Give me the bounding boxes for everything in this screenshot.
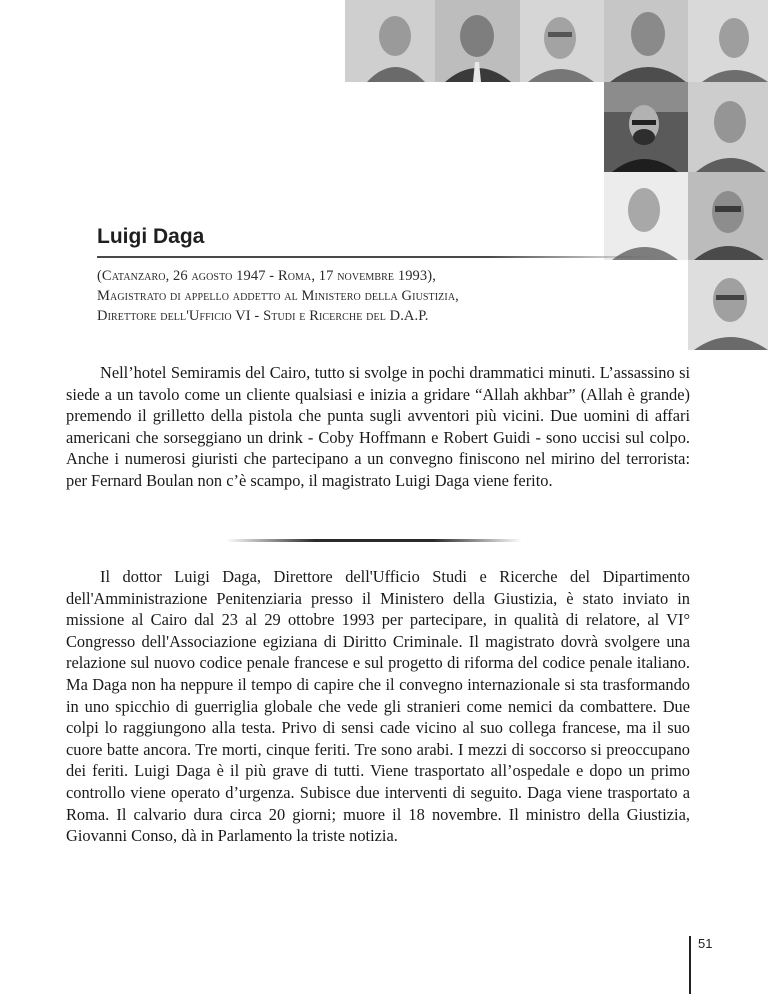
- article-header: [97, 225, 637, 249]
- portrait-man-suit-icon: [604, 0, 688, 82]
- paragraph-main: Il dottor Luigi Daga, Direttore dell'Ufficio Studi e Ricerche del Dipartimento dell'Amministrazione Penitenziaria presso il Ministero della Giustizia, è stato inviato in missione al Cairo dal 23 al 29 ottobre 1993 per partecipare, in qualità di relatore, al VI° Congresso dell'Associazione egiziana di Diritto Criminale. Il magistrato dovrà svolgere una relazione sul nuovo codice penale francese e sul progetto di riforma del codice penale italiano. Ma Daga non ha neppure il tempo di capire che il convegno internazionale si sta trasformando in uno spicchio di guerriglia globale che vede gli stranieri come nemici da combattere. Due colpi lo raggiungono alla testa. Privo di sensi cade vicino al suo collega francese, ma il suo cuore batte ancora. Tre morti, cinque feriti. Tre sono arabi. I mezzi di soccorso si preoccupano dei feriti. Luigi Daga è il più grave di tutti. Viene trasportato all’ospedale e dopo un primo controllo viene operato d’urgenza. Subisce due interventi di seguito. Daga viene trasportato a Roma. Il calvario dura circa 20 giorni; muore il 18 novembre. Il ministro della Giustizia, Giovanni Conso, dà in Parlamento la triste notizia.: [66, 567, 690, 846]
- portrait-bald-man-icon: [345, 0, 435, 82]
- page-number-rule: [689, 936, 691, 994]
- subtitle-line: Direttore dell'Ufficio VI - Studi e Ricerche del D.A.P.: [97, 308, 429, 324]
- title-underline: [97, 256, 657, 258]
- section-divider: [226, 539, 522, 542]
- portrait-man-shadow-icon: [688, 82, 768, 172]
- page-number: 51: [698, 936, 713, 951]
- portrait-bearded-man-glasses-icon: [604, 82, 688, 172]
- portrait-man-glasses-icon: [520, 0, 604, 82]
- paragraph-intro: Nell’hotel Semiramis del Cairo, tutto si svolge in pochi drammatici minuti. L’assassino si siede a un tavolo come un cliente qualsiasi e inizia a gridare “Allah akhbar” (Allah è grande) premendo il grilletto della pistola che punta sugli avventori più vicini. Due uomini di affari americani che sorseggiano un drink - Coby Hoffmann e Robert Guidi - sono uccisi sul colpo. Anche i numerosi giuristi che partecipano a un convegno finiscono nel mirino del terrorista: per Fernard Boulan non c’è scampo, il magistrato Luigi Daga viene ferito.: [66, 363, 690, 490]
- article-title: Luigi Daga: [97, 225, 205, 248]
- portrait-man-hair-icon: [688, 172, 768, 260]
- subtitle-line: Magistrato di appello addetto al Ministero della Giustizia,: [97, 288, 459, 304]
- portrait-man-profile-icon: [688, 0, 768, 82]
- subtitle-line: (Catanzaro, 26 agosto 1947 - Roma, 17 novembre 1993),: [97, 268, 436, 284]
- portrait-man-tie-icon: [435, 0, 520, 82]
- portrait-elderly-man-glasses-icon: [688, 260, 768, 350]
- subtitle-block: [97, 266, 657, 326]
